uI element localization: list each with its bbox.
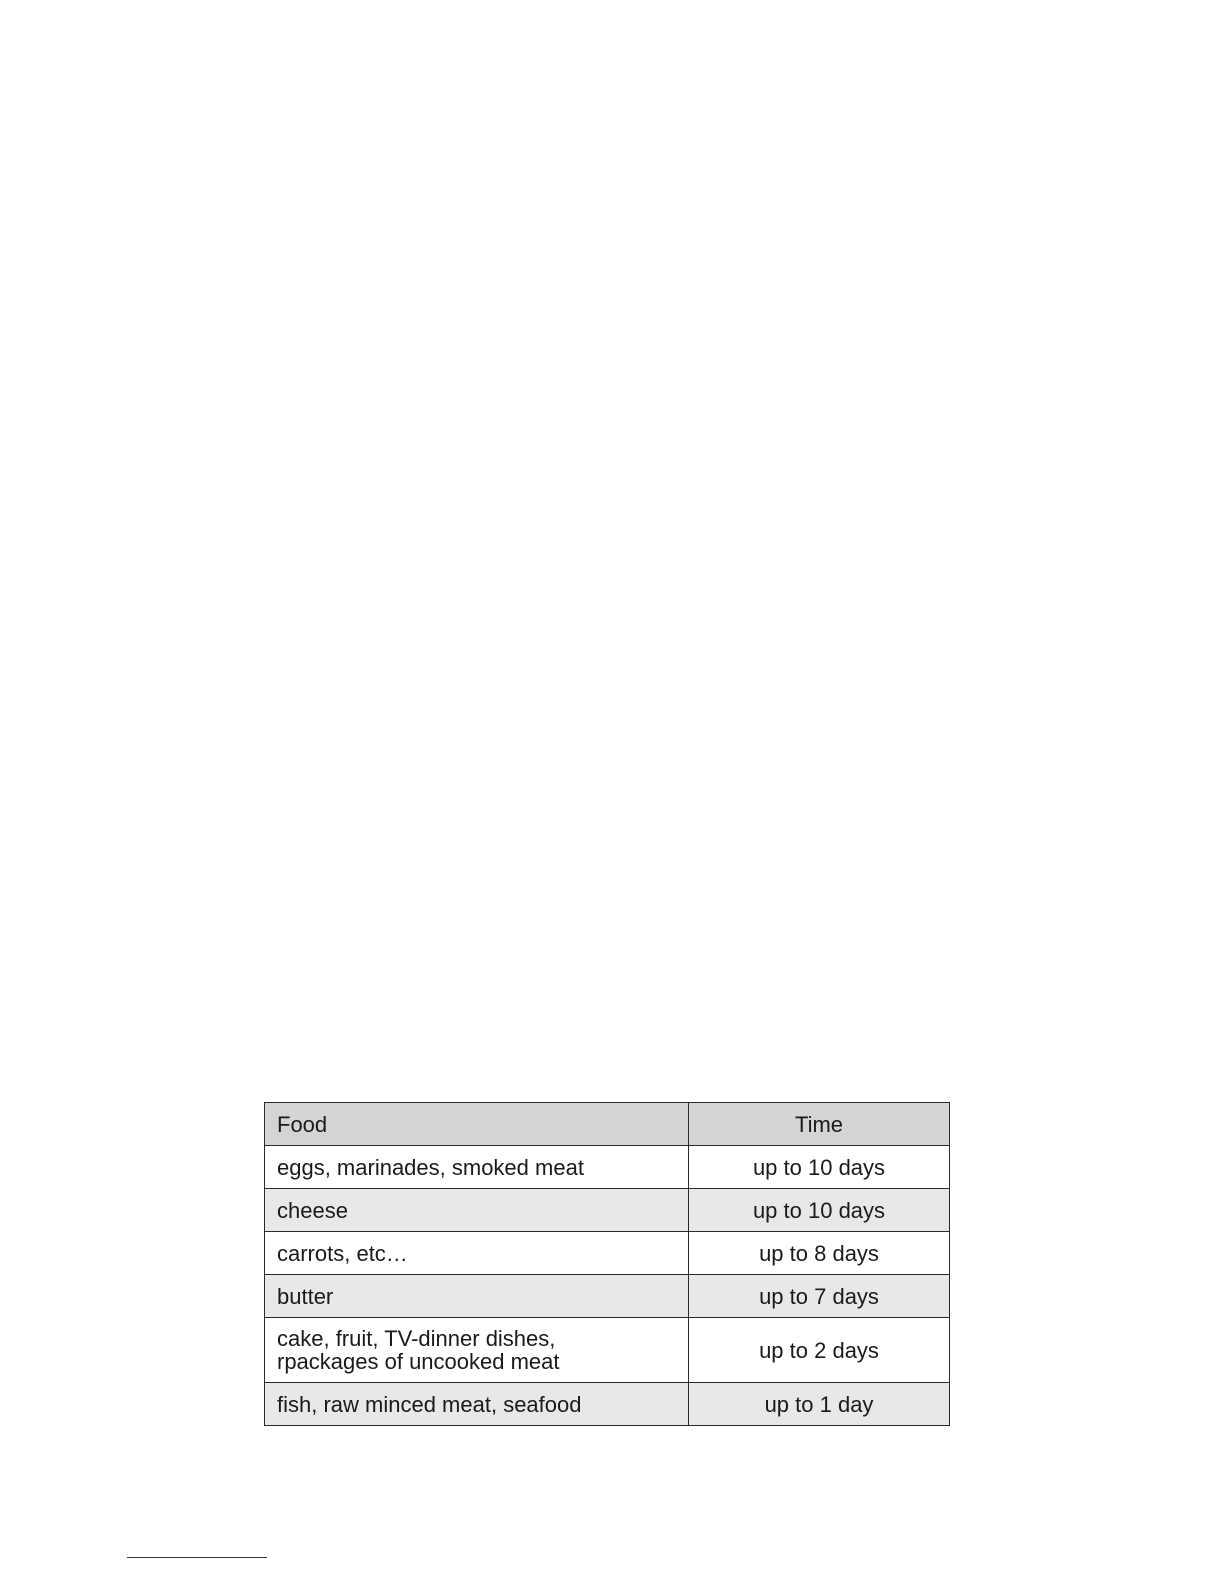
- footnote-divider: [127, 1557, 267, 1558]
- table-row: [265, 1383, 950, 1426]
- time-cell: up to 2 days: [689, 1318, 950, 1383]
- table-row: [265, 1232, 950, 1275]
- time-cell: up to 10 days: [689, 1146, 950, 1189]
- column-header-time: Time: [689, 1103, 950, 1146]
- food-cell: fish, raw minced meat, seafood: [265, 1383, 689, 1426]
- food-cell: butter: [265, 1275, 689, 1318]
- time-cell: up to 7 days: [689, 1275, 950, 1318]
- table-row: [265, 1189, 950, 1232]
- time-cell: up to 8 days: [689, 1232, 950, 1275]
- food-cell: cheese: [265, 1189, 689, 1232]
- food-cell: carrots, etc…: [265, 1232, 689, 1275]
- time-cell: up to 10 days: [689, 1189, 950, 1232]
- table-header-row: [265, 1103, 950, 1146]
- food-storage-table: [264, 1102, 950, 1426]
- time-cell: up to 1 day: [689, 1383, 950, 1426]
- food-cell: eggs, marinades, smoked meat: [265, 1146, 689, 1189]
- table-row: [265, 1318, 950, 1383]
- column-header-food: Food: [265, 1103, 689, 1146]
- table-row: [265, 1146, 950, 1189]
- food-cell: cake, fruit, TV-dinner dishes, rpackages of uncooked meat: [265, 1318, 689, 1383]
- table-row: [265, 1275, 950, 1318]
